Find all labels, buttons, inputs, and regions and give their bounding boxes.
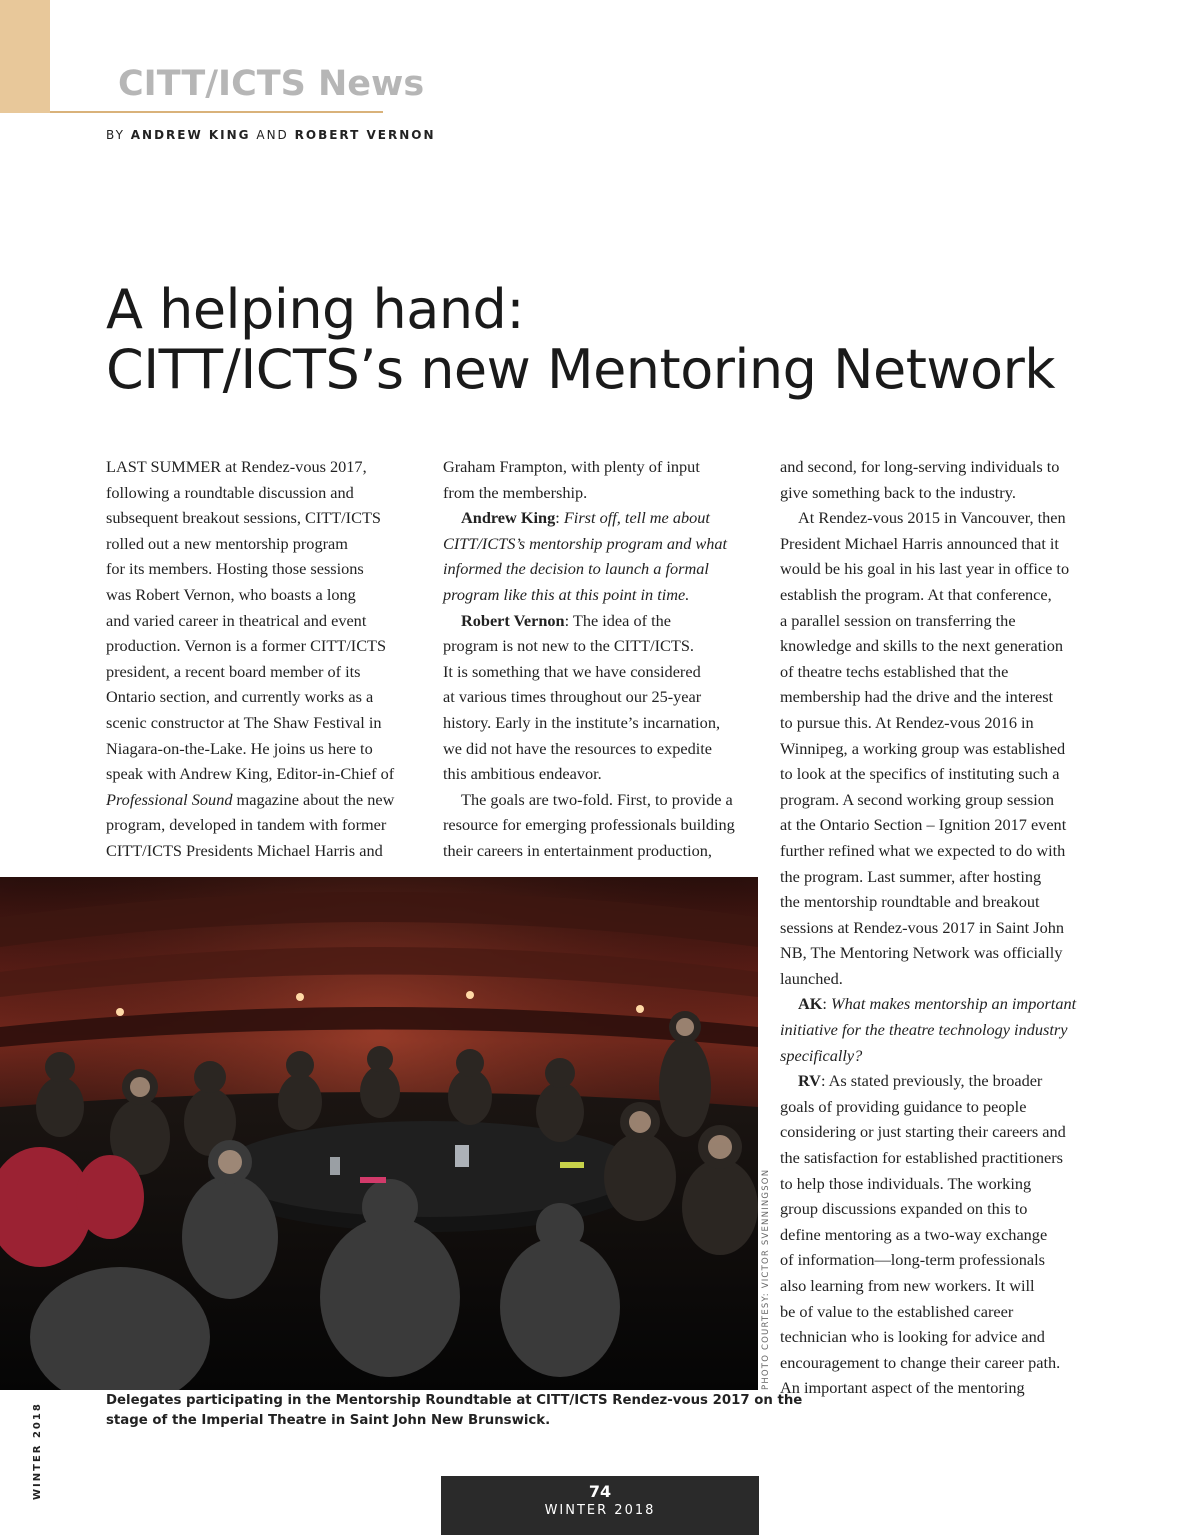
text-line: considering or just starting their careers and (780, 1122, 1066, 1142)
article-column-1 (106, 454, 422, 864)
page-number: 74 (588, 1482, 612, 1501)
text-line: was Robert Vernon, who boasts a long (106, 584, 356, 604)
theatre-photo-illustration (0, 877, 758, 1390)
text-line: The goals are two-fold. First, to provide a (461, 789, 733, 809)
text-line: we did not have the resources to expedite (443, 738, 712, 758)
text-fragment: : (555, 508, 564, 528)
text-fragment: : As stated previously, the broader (820, 1071, 1043, 1091)
text-line: specifically? (780, 1045, 863, 1065)
text-line: sessions at Rendez-vous 2017 in Saint John (780, 917, 1064, 937)
answer-2 (780, 1068, 1100, 1401)
text-line: knowledge and skills to the next generation (780, 636, 1064, 656)
photo-caption (106, 1391, 803, 1431)
speaker-name: Robert Vernon (461, 610, 565, 630)
text-line: At Rendez-vous 2015 in Vancouver, then (798, 508, 1066, 528)
byline-author-2: ROBERT VERNON (294, 128, 436, 142)
text-line: this ambitious endeavor. (443, 764, 602, 784)
text-line: launched. (780, 968, 843, 988)
text-line: of theatre techs established that the (780, 661, 1009, 681)
paragraph-lead (780, 454, 1100, 505)
text-line: to look at the specifics of instituting such a (780, 764, 1060, 784)
text-line: the satisfaction for established practitioners (780, 1148, 1064, 1168)
text-line: from the membership. (443, 482, 588, 502)
text-line: Winnipeg, a working group was established (780, 738, 1066, 758)
text-line: of information—long-term professionals (780, 1250, 1045, 1270)
text-line: membership had the drive and the interest (780, 687, 1054, 707)
text-fragment: : (822, 994, 832, 1014)
byline-and: AND (256, 128, 289, 142)
text-line: subsequent breakout sessions, CITT/ICTS (106, 508, 381, 528)
text-line: CITT/ICTS Presidents Michael Harris and (106, 840, 383, 860)
text-line (106, 787, 422, 813)
article-column-3 (780, 454, 1100, 1401)
text-line: rolled out a new mentorship program (106, 533, 348, 553)
text-line: and varied career in theatrical and event (106, 610, 367, 630)
question-1 (443, 505, 759, 607)
text-line: technician who is looking for advice and (780, 1327, 1045, 1347)
text-line: initiative for the theatre technology industry (780, 1020, 1068, 1040)
text-line: to help those individuals. The working (780, 1173, 1032, 1193)
caption-line-2: stage of the Imperial Theatre in Saint John New Brunswick. (106, 1413, 551, 1428)
text-line: their careers in entertainment production, (443, 840, 712, 860)
text-line (780, 1068, 1100, 1094)
text-line: program. A second working group session (780, 789, 1055, 809)
text-line: would be his goal in his last year in office to (780, 559, 1070, 579)
header-rule (50, 111, 383, 113)
paragraph-lead (443, 454, 759, 505)
text-line: following a roundtable discussion and (106, 482, 354, 502)
text-line: scenic constructor at The Shaw Festival in (106, 712, 382, 732)
byline-author-1: ANDREW KING (130, 128, 251, 142)
text-line: NB, The Mentoring Network was officially (780, 943, 1063, 963)
article-column-2 (443, 454, 759, 864)
text-line: informed the decision to launch a formal (443, 559, 709, 579)
text-line: program like this at this point in time. (443, 584, 690, 604)
text-line: It is something that we have considered (443, 661, 701, 681)
header-accent-bar (0, 0, 50, 113)
paragraph-history (780, 505, 1100, 991)
text-line: at the Ontario Section – Ignition 2017 event (780, 815, 1067, 835)
headline-line-2: CITT/ICTS’s new Mentoring Network (106, 338, 1056, 401)
text-line: also learning from new workers. It will (780, 1276, 1035, 1295)
article-headline (106, 280, 1055, 400)
side-issue-label: WINTER 2018 (32, 1402, 43, 1500)
text-line: give something back to the industry. (780, 482, 1016, 502)
text-line: to pursue this. At Rendez-vous 2016 in (780, 712, 1034, 732)
text-line: further refined what we expected to do with (780, 840, 1066, 860)
text-line: Graham Frampton, with plenty of input (443, 457, 700, 476)
text-line: encouragement to change their career path. (780, 1352, 1061, 1372)
paragraph-intro (106, 454, 422, 864)
headline-line-1: A helping hand: (106, 278, 525, 341)
answer-1 (443, 608, 759, 787)
caption-line-1: Delegates participating in the Mentorship Roundtable at CITT/ICTS Rendez-vous 2017 on the (106, 1393, 803, 1408)
text-line: at various times throughout our 25-year (443, 687, 702, 707)
text-line: the program. Last summer, after hosting (780, 866, 1042, 886)
byline-by: BY (106, 128, 125, 142)
text-line: An important aspect of the mentoring (780, 1378, 1025, 1398)
text-fragment: What makes mentorship an important (831, 994, 1077, 1014)
text-line: President Michael Harris announced that it (780, 533, 1059, 553)
text-line: program is not new to the CITT/ICTS. (443, 636, 694, 656)
photo-credit: PHOTO COURTESY: VICTOR SVENNINGSON (761, 1168, 771, 1390)
text-fragment: magazine about the new (232, 789, 395, 809)
text-line: group discussions expanded on this to (780, 1199, 1028, 1219)
question-2 (780, 991, 1100, 1068)
text-line: for its members. Hosting those sessions (106, 559, 364, 579)
text-line: define mentoring as a two-way exchange (780, 1224, 1048, 1244)
text-line (443, 608, 759, 634)
text-line: CITT/ICTS’s mentorship program and what (443, 533, 728, 553)
paragraph-goals (443, 787, 759, 864)
text-line: production. Vernon is a former CITT/ICTS (106, 636, 387, 656)
text-line: program, developed in tandem with former (106, 815, 387, 835)
text-line (443, 505, 759, 531)
text-line: Niagara-on-the-Lake. He joins us here to (106, 738, 373, 758)
section-title: CITT/ICTS News (118, 64, 425, 104)
text-line: a parallel session on transferring the (780, 610, 1016, 630)
text-line: president, a recent board member of its (106, 661, 361, 681)
text-line: be of value to the established career (780, 1301, 1014, 1321)
byline (106, 128, 436, 142)
text-fragment: : The idea of the (564, 610, 671, 630)
text-line: the mentorship roundtable and breakout (780, 892, 1040, 912)
roundtable-photo (0, 877, 758, 1390)
text-line: speak with Andrew King, Editor-in-Chief of (106, 764, 395, 784)
text-line (780, 991, 1100, 1017)
text-line: history. Early in the institute’s incarnation, (443, 712, 721, 732)
footer-issue: WINTER 2018 (544, 1503, 656, 1518)
text-line: resource for emerging professionals building (443, 815, 735, 835)
text-line: LAST SUMMER at Rendez-vous 2017, (106, 457, 367, 476)
text-line: goals of providing guidance to people (780, 1096, 1027, 1116)
text-line: Ontario section, and currently works as a (106, 687, 374, 707)
speaker-name: RV (798, 1071, 821, 1091)
speaker-name: AK (798, 994, 823, 1014)
page-footer (441, 1476, 759, 1535)
text-line: establish the program. At that conference, (780, 584, 1052, 604)
magazine-title: Professional Sound (106, 789, 233, 809)
text-line: and second, for long-serving individuals to (780, 457, 1060, 476)
text-fragment: First off, tell me about (563, 508, 710, 528)
speaker-name: Andrew King (461, 508, 556, 528)
